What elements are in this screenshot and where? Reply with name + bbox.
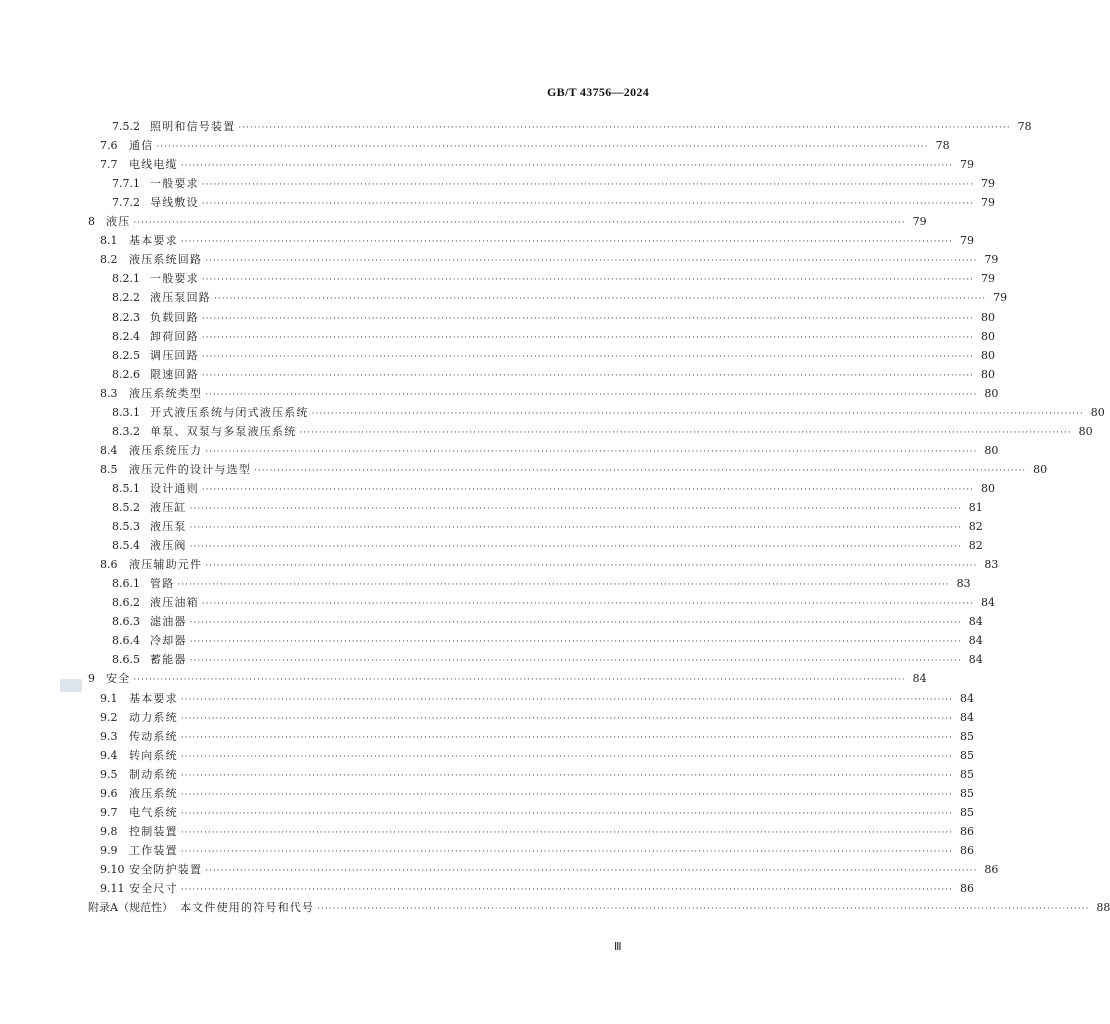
toc-entry-number: 9.7 xyxy=(100,805,118,819)
toc-entry-page: 88 xyxy=(1096,901,1110,915)
toc-entry-title: 安全防护装置 xyxy=(129,862,203,876)
toc-entry-page: 78 xyxy=(1017,120,1032,133)
toc-entry[interactable] xyxy=(0,728,974,746)
toc-dot-leader: ········································································································································································································ xyxy=(180,237,953,248)
toc-entry-number: 7.7 xyxy=(100,158,118,172)
toc-dot-leader: ········································································································································································································ xyxy=(133,218,906,229)
toc-entry-title: 液压油箱 xyxy=(150,596,199,610)
toc-entry-number: 9.9 xyxy=(100,843,118,857)
toc-entry-page: 80 xyxy=(984,443,999,457)
toc-entry-number: 8.2.4 xyxy=(112,329,140,343)
toc-entry-page: 82 xyxy=(968,520,983,534)
toc-entry[interactable] xyxy=(0,518,983,536)
toc-entry-page: 80 xyxy=(1033,462,1048,476)
toc-entry[interactable] xyxy=(0,499,983,517)
toc-entry[interactable] xyxy=(0,366,995,384)
toc-dot-leader: ········································································································································································································ xyxy=(299,427,1072,438)
toc-entry-title: 负载回路 xyxy=(150,310,199,324)
toc-entry-page: 82 xyxy=(968,539,983,553)
toc-entry[interactable] xyxy=(0,804,974,822)
toc-entry-title: 液压泵 xyxy=(150,520,187,534)
toc-entry[interactable] xyxy=(0,651,983,669)
toc-entry-number: 7.7.1 xyxy=(112,177,140,191)
toc-entry-title: 冷却器 xyxy=(150,634,187,648)
toc-dot-leader: ········································································································································································································ xyxy=(180,789,953,800)
toc-entry[interactable] xyxy=(0,404,1105,422)
toc-entry[interactable] xyxy=(0,785,974,803)
toc-entry-number: 8.6.2 xyxy=(112,596,140,610)
toc-dot-leader: ········································································································································································································ xyxy=(156,142,929,153)
toc-entry-title: 液压系统 xyxy=(129,786,178,800)
toc-entry-title: 导线敷设 xyxy=(150,196,199,210)
toc-entry-page: 84 xyxy=(912,672,927,686)
toc-entry-title: 液压元件的设计与选型 xyxy=(129,462,251,476)
toc-entry[interactable] xyxy=(0,842,974,860)
toc-entry[interactable] xyxy=(0,289,1008,307)
toc-dot-leader: ········································································································································································································ xyxy=(214,294,987,305)
toc-dot-leader: ········································································································································································································ xyxy=(201,275,974,286)
toc-entry[interactable] xyxy=(0,556,999,574)
toc-entry[interactable] xyxy=(0,385,999,403)
toc-entry-page: 79 xyxy=(980,196,995,210)
toc-dot-leader: ········································································································································································································ xyxy=(189,542,962,553)
toc-entry-number: 8.2.2 xyxy=(112,291,140,305)
toc-entry-number: 9 xyxy=(88,672,95,686)
toc-entry-number: 7.7.2 xyxy=(112,196,140,210)
toc-dot-leader: ········································································································································································································ xyxy=(180,827,953,838)
toc-entry-number: 8.6 xyxy=(100,558,118,572)
toc-entry-title: 滤油器 xyxy=(150,615,187,629)
toc-entry-title: 一般要求 xyxy=(150,177,199,191)
toc-entry-title: 电线电缆 xyxy=(129,158,178,172)
toc-entry-title: 基本要求 xyxy=(129,691,178,705)
toc-entry-title: 液压阀 xyxy=(150,539,187,553)
toc-entry-page: 84 xyxy=(959,710,974,724)
toc-entry-number: 8.3 xyxy=(100,386,118,400)
toc-entry-title: 蓄能器 xyxy=(150,653,187,667)
toc-entry-page: 80 xyxy=(980,329,995,343)
toc-entry-title: 液压泵回路 xyxy=(150,291,211,305)
toc-entry-page: 78 xyxy=(935,139,950,153)
toc-entry-title: 一般要求 xyxy=(150,272,199,286)
toc-entry-page: 86 xyxy=(959,824,974,838)
toc-entry-page: 85 xyxy=(959,767,974,781)
toc-entry-number: 8.6.4 xyxy=(112,634,140,648)
toc-entry[interactable] xyxy=(0,594,995,612)
toc-entry-number: 9.6 xyxy=(100,786,118,800)
toc-dot-leader: ········································································································································································································ xyxy=(180,694,953,705)
toc-dot-leader: ········································································································································································································ xyxy=(180,770,953,781)
toc-entry-page: 79 xyxy=(984,253,999,267)
toc-entry-title: 液压 xyxy=(106,215,131,229)
toc-entry-title: 工作装置 xyxy=(129,843,178,857)
toc-entry[interactable] xyxy=(0,880,974,898)
toc-entry-page: 79 xyxy=(980,177,995,191)
toc-entry-number: 8.5.4 xyxy=(112,539,140,553)
toc-entry-page: 80 xyxy=(980,348,995,362)
toc-dot-leader: ········································································································································································································ xyxy=(180,846,953,857)
toc-entry-page: 79 xyxy=(959,158,974,172)
toc-entry-page: 79 xyxy=(959,234,974,248)
toc-entry-page: 80 xyxy=(1090,405,1105,419)
toc-entry-number: 8.2.6 xyxy=(112,367,140,381)
toc-entry-title: 通信 xyxy=(129,139,154,153)
toc-entry-title: 管路 xyxy=(150,577,175,591)
toc-entry-number: 附录A（规范性） xyxy=(88,901,173,915)
toc-entry[interactable] xyxy=(0,861,999,879)
toc-entry-title: 限速回路 xyxy=(150,367,199,381)
toc-entry[interactable] xyxy=(0,442,999,460)
toc-dot-leader: ········································································································································································································ xyxy=(205,446,978,457)
toc-entry-title: 动力系统 xyxy=(129,710,178,724)
toc-entry-title: 照明和信号装置 xyxy=(150,120,236,133)
toc-entry-title: 电气系统 xyxy=(129,805,178,819)
toc-entry-title: 转向系统 xyxy=(129,748,178,762)
toc-dot-leader: ········································································································································································································ xyxy=(180,732,953,743)
toc-entry-page: 80 xyxy=(980,367,995,381)
toc-entry-number: 8.5.3 xyxy=(112,520,140,534)
toc-dot-leader: ········································································································································································································ xyxy=(205,865,978,876)
toc-entry[interactable] xyxy=(0,175,995,193)
toc-dot-leader: ········································································································································································································ xyxy=(201,370,974,381)
toc-dot-leader: ········································································································································································································ xyxy=(201,351,974,362)
toc-dot-leader: ········································································································································································································ xyxy=(254,465,1027,476)
toc-entry-title: 卸荷回路 xyxy=(150,329,199,343)
toc-entry[interactable] xyxy=(0,899,1110,917)
toc-dot-leader: ········································································································································································································ xyxy=(133,675,906,686)
toc-entry-title: 本文件使用的符号和代号 xyxy=(180,901,315,915)
toc-dot-leader: ········································································································································································································ xyxy=(201,332,974,343)
toc-dot-leader: ········································································································································································································ xyxy=(317,904,1090,915)
toc-entry[interactable] xyxy=(0,709,974,727)
toc-entry-page: 85 xyxy=(959,729,974,743)
toc-entry-number: 8.5.1 xyxy=(112,481,140,495)
toc-entry-number: 7.5.2 xyxy=(112,120,140,133)
toc-entry-title: 设计通则 xyxy=(150,481,199,495)
toc-entry-page: 80 xyxy=(980,481,995,495)
toc-dot-leader: ········································································································································································································ xyxy=(189,523,962,534)
toc-entry-number: 9.5 xyxy=(100,767,118,781)
toc-entry[interactable] xyxy=(0,232,974,250)
toc-entry[interactable] xyxy=(0,461,1048,479)
toc-entry-number: 8.5.2 xyxy=(112,501,140,514)
toc-entry-page: 81 xyxy=(968,501,983,514)
toc-entry-page: 86 xyxy=(984,862,999,876)
toc-entry-page: 84 xyxy=(968,634,983,648)
toc-entry-title: 控制装置 xyxy=(129,824,178,838)
toc-entry-number: 8.1 xyxy=(100,234,118,248)
toc-entry-page: 85 xyxy=(959,748,974,762)
toc-dot-leader: ········································································································································································································ xyxy=(189,656,962,667)
toc-entry-title: 液压系统压力 xyxy=(129,443,203,457)
toc-entry[interactable] xyxy=(0,766,974,784)
toc-dot-leader: ········································································································································································································ xyxy=(201,199,974,210)
toc-dot-leader: ········································································································································································································ xyxy=(201,599,974,610)
toc-entry-number: 8.2.5 xyxy=(112,348,140,362)
toc-entry-title: 调压回路 xyxy=(150,348,199,362)
toc-entry-page: 83 xyxy=(956,577,971,591)
toc-entry[interactable] xyxy=(0,747,974,765)
toc-entry-title: 安全 xyxy=(106,672,131,686)
toc-entry[interactable] xyxy=(0,537,983,555)
toc-dot-leader: ········································································································································································································ xyxy=(180,713,953,724)
toc-entry-number: 8 xyxy=(88,215,95,229)
toc-entry[interactable] xyxy=(0,423,1093,441)
toc-entry-number: 9.1 xyxy=(100,691,118,705)
toc-entry[interactable] xyxy=(0,613,983,631)
toc-entry-title: 液压缸 xyxy=(150,501,187,514)
toc-entry-number: 9.3 xyxy=(100,729,118,743)
toc-entry-number: 7.6 xyxy=(100,139,118,153)
toc-entry[interactable] xyxy=(0,251,999,269)
toc-entry[interactable] xyxy=(0,328,995,346)
toc-entry-number: 9.11 xyxy=(100,882,125,895)
toc-entry-title: 液压系统回路 xyxy=(129,253,203,267)
toc-entry-page: 79 xyxy=(912,215,927,229)
toc-entry[interactable] xyxy=(0,270,995,288)
toc-entry-page: 86 xyxy=(959,882,974,895)
toc-entry[interactable] xyxy=(0,632,983,650)
toc-entry-title: 开式液压系统与闭式液压系统 xyxy=(150,405,309,419)
toc-entry-number: 8.4 xyxy=(100,443,118,457)
toc-entry-page: 80 xyxy=(1078,424,1093,438)
toc-dot-leader: ········································································································································································································ xyxy=(201,484,974,495)
toc-entry-number: 9.4 xyxy=(100,748,118,762)
toc-entry[interactable] xyxy=(0,213,927,231)
toc-entry[interactable] xyxy=(0,156,974,174)
toc-dot-leader: ········································································································································································································ xyxy=(189,618,962,629)
toc-entry[interactable] xyxy=(0,575,971,593)
toc-entry-title: 单泵、双泵与多泵液压系统 xyxy=(150,424,297,438)
page-number: Ⅲ xyxy=(614,941,622,953)
toc-entry-number: 8.6.5 xyxy=(112,653,140,667)
toc-entry-title: 液压系统类型 xyxy=(129,386,203,400)
toc-entry-page: 79 xyxy=(993,291,1008,305)
toc-entry[interactable] xyxy=(0,690,974,708)
toc-entry[interactable] xyxy=(0,194,995,212)
toc-entry-number: 9.2 xyxy=(100,710,118,724)
toc-entry-title: 传动系统 xyxy=(129,729,178,743)
toc-entry-number: 8.5 xyxy=(100,462,118,476)
toc-dot-leader: ········································································································································································································ xyxy=(205,256,978,267)
toc-entry-page: 83 xyxy=(984,558,999,572)
toc-entry[interactable] xyxy=(0,347,995,365)
toc-entry[interactable] xyxy=(0,118,1032,136)
toc-entry-title: 制动系统 xyxy=(129,767,178,781)
toc-entry-title: 安全尺寸 xyxy=(129,882,178,895)
toc-dot-leader: ········································································································································································································ xyxy=(180,751,953,762)
toc-entry[interactable] xyxy=(0,823,974,841)
toc-entry-number: 9.10 xyxy=(100,862,125,876)
toc-dot-leader: ········································································································································································································ xyxy=(238,123,1011,133)
toc-entry[interactable] xyxy=(0,309,995,327)
toc-dot-leader: ········································································································································································································ xyxy=(177,580,950,591)
standard-code-header: GB/T 43756—2024 xyxy=(547,85,649,99)
toc-entry-page: 86 xyxy=(959,843,974,857)
toc-entry-title: 液压辅助元件 xyxy=(129,558,203,572)
toc-entry-page: 85 xyxy=(959,805,974,819)
toc-entry[interactable] xyxy=(0,670,927,688)
toc-entry-number: 8.6.3 xyxy=(112,615,140,629)
toc-dot-leader: ········································································································································································································ xyxy=(201,180,974,191)
toc-dot-leader: ········································································································································································································ xyxy=(180,885,953,895)
toc-entry-page: 84 xyxy=(959,691,974,705)
toc-entry[interactable] xyxy=(0,137,950,155)
toc-entry-page: 80 xyxy=(984,386,999,400)
toc-entry-number: 8.2.3 xyxy=(112,310,140,324)
toc-entry-page: 84 xyxy=(980,596,995,610)
toc-entry-page: 80 xyxy=(980,310,995,324)
toc-entry-number: 8.3.1 xyxy=(112,405,140,419)
toc-dot-leader: ········································································································································································································ xyxy=(189,637,962,648)
toc-entry-title: 基本要求 xyxy=(129,234,178,248)
toc-entry-page: 84 xyxy=(968,653,983,667)
toc-entry-number: 8.3.2 xyxy=(112,424,140,438)
toc-dot-leader: ········································································································································································································ xyxy=(189,504,962,514)
toc-entry-page: 84 xyxy=(968,615,983,629)
toc-entry-page: 79 xyxy=(980,272,995,286)
toc-dot-leader: ········································································································································································································ xyxy=(180,808,953,819)
toc-entry-page: 85 xyxy=(959,786,974,800)
toc-dot-leader: ········································································································································································································ xyxy=(180,161,953,172)
toc-dot-leader: ········································································································································································································ xyxy=(311,408,1084,419)
toc-entry-number: 8.2.1 xyxy=(112,272,140,286)
toc-entry-number: 8.2 xyxy=(100,253,118,267)
toc-dot-leader: ········································································································································································································ xyxy=(201,313,974,324)
toc-entry[interactable] xyxy=(0,480,995,498)
toc-entry-number: 8.6.1 xyxy=(112,577,140,591)
toc-dot-leader: ········································································································································································································ xyxy=(205,561,978,572)
toc-dot-leader: ········································································································································································································ xyxy=(205,389,978,400)
toc-entry-number: 9.8 xyxy=(100,824,118,838)
